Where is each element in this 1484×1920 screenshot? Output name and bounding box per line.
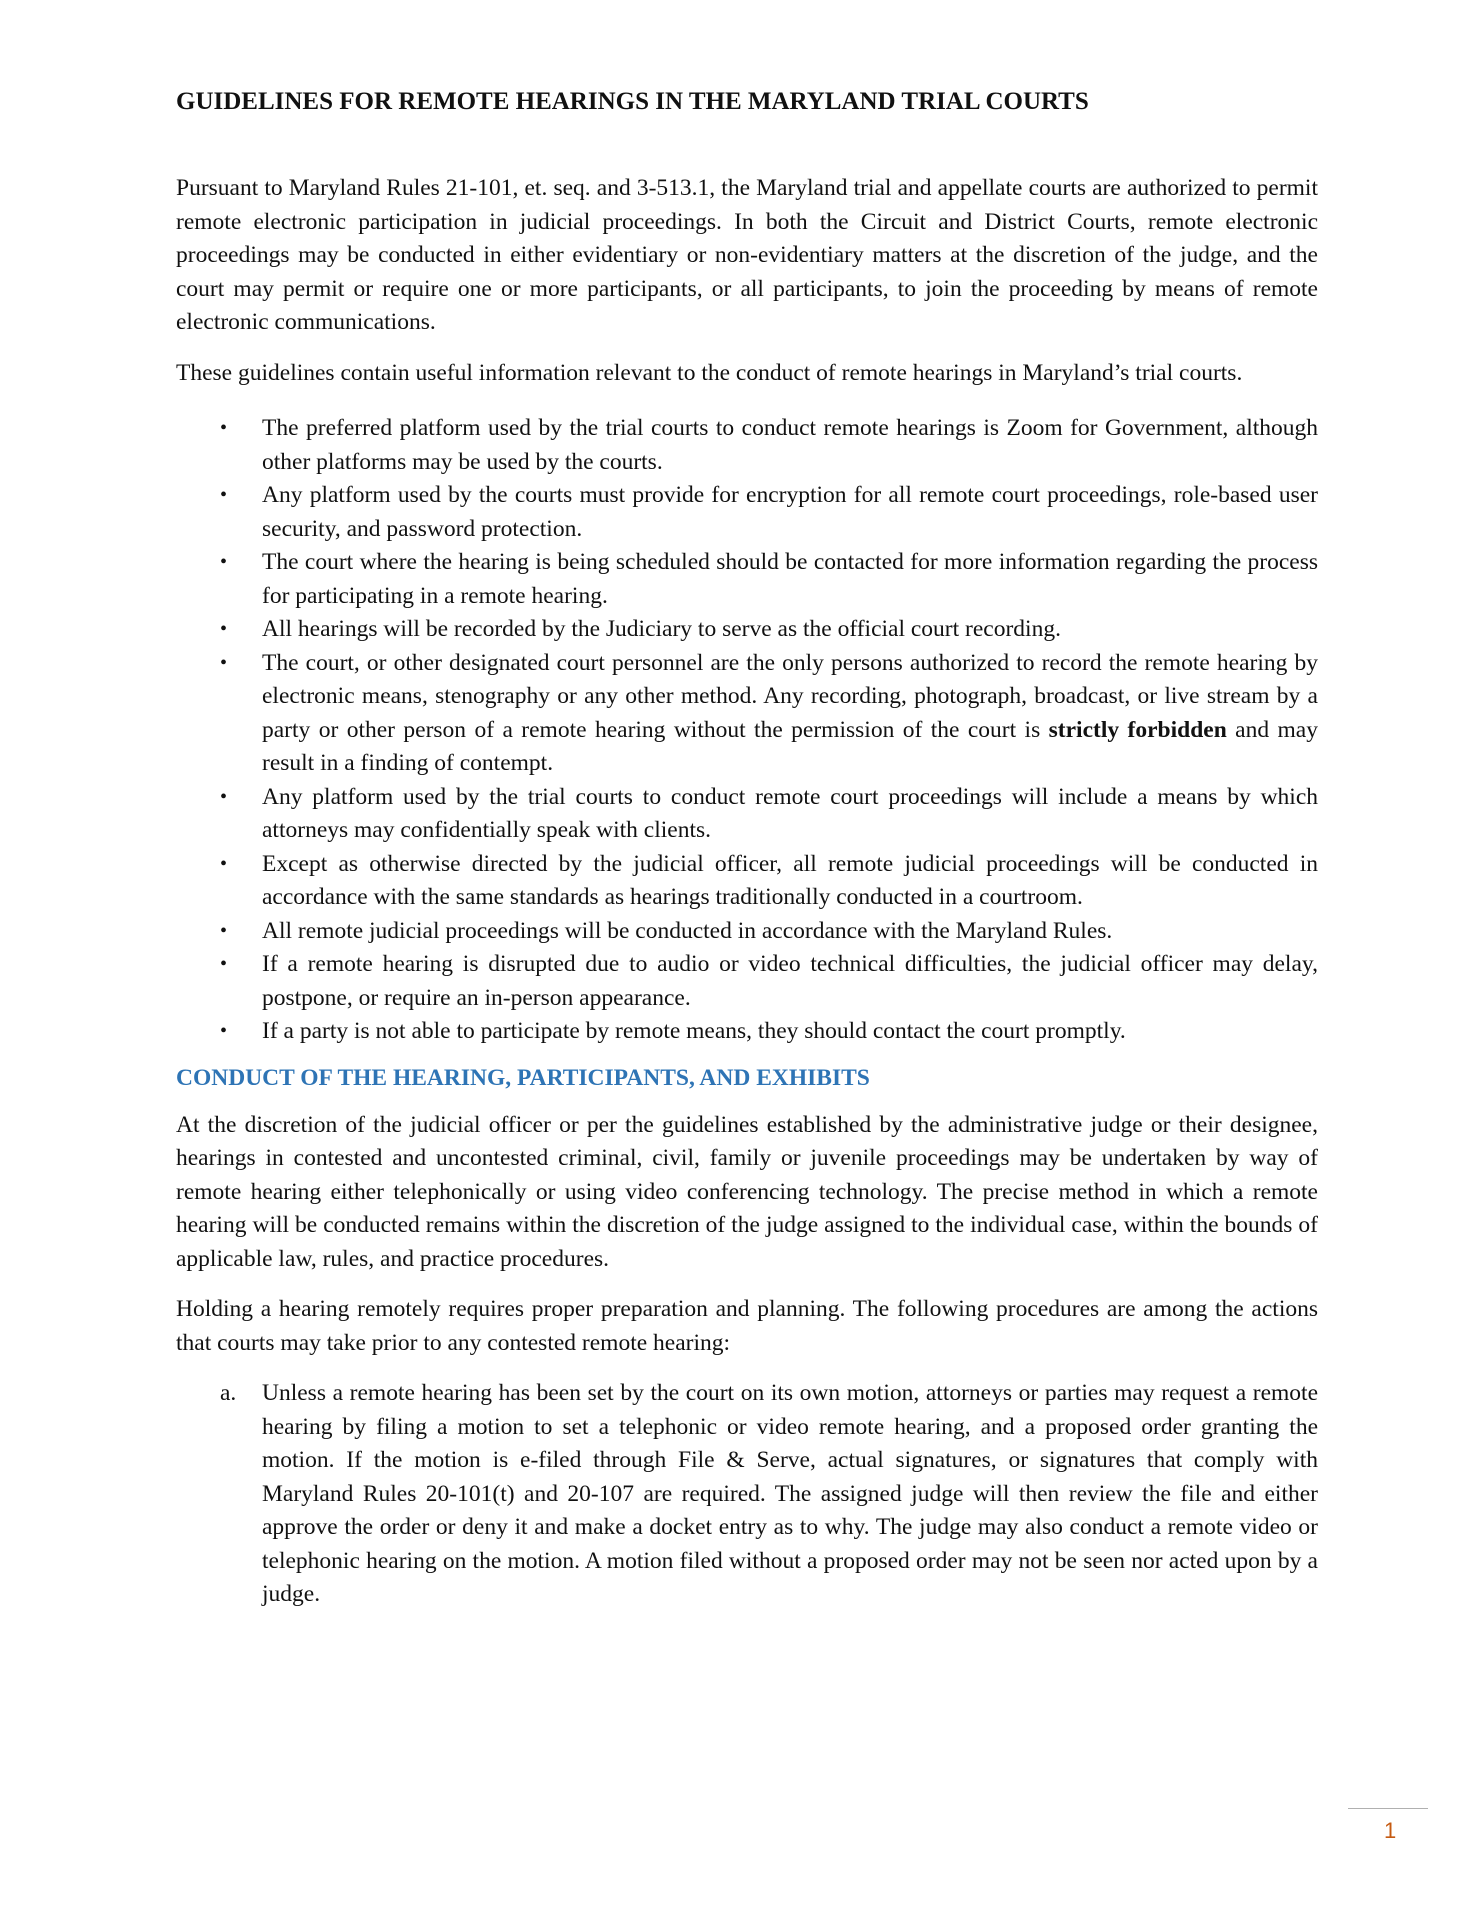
bullet-item xyxy=(176,848,1318,915)
bullet-dot-icon: • xyxy=(220,651,228,674)
bullet-text: Except as otherwise directed by the judicial officer, all remote judicial proceedings will be conducted in accordance with the same standards as hearings traditionally conducted in a courtroom. xyxy=(262,850,1318,910)
bullet-text: Any platform used by the courts must provide for encryption for all remote court proceedings, role-based user security, and password protection. xyxy=(262,482,1318,542)
section-paragraph-2: Holding a hearing remotely requires proper preparation and planning. The following procedures are among the actions that courts may take prior to any contested remote hearing: xyxy=(176,1296,1318,1356)
document-title: GUIDELINES FOR REMOTE HEARINGS IN THE MARYLAND TRIAL COURTS xyxy=(176,88,1089,115)
bullet-item xyxy=(176,613,1318,647)
bullet-dot-icon: • xyxy=(220,1020,228,1042)
page-number: 1 xyxy=(1384,1818,1397,1843)
bullet-text: If a remote hearing is disrupted due to audio or video technical difficulties, the judicial officer may delay, postpone, or require an in-person appearance. xyxy=(262,951,1318,1011)
lettered-item xyxy=(176,1377,1318,1612)
lettered-item-text: Unless a remote hearing has been set by the court on its own motion, attorneys or parties may request a remote hearing by filing a motion to set a telephonic or video remote hearing, and a proposed order granting the motion. If the motion is e-filed through File & Serve, actual signatures, or signatures that comply with Maryland Rules 20-101(t) and 20-107 are required. The assigned judge will then review the file and either approve the order or deny it and make a docket entry as to why. The judge may also conduct a remote video or telephonic hearing on the motion. A motion filed without a proposed order may not be seen nor acted upon by a judge. xyxy=(262,1380,1318,1607)
bullet-item xyxy=(176,915,1318,949)
procedures-lettered-list xyxy=(176,1377,1318,1612)
bullet-item xyxy=(176,948,1318,1015)
bullet-text: If a party is not able to participate by remote means, they should contact the court promptly. xyxy=(262,1018,1126,1044)
intro-paragraph-1: Pursuant to Maryland Rules 21-101, et. seq. and 3-513.1, the Maryland trial and appellate courts are authorized to permit remote electronic participation in judicial proceedings. In both the Circuit and District Courts, remote electronic proceedings may be conducted in either evidentiary or non-evidentiary matters at the discretion of the judge, and the court may permit or require one or more participants, or all participants, to join the proceeding by means of remote electronic communications. xyxy=(176,175,1318,335)
document-page xyxy=(176,84,1318,1612)
bullet-text-emphasis: strictly forbidden xyxy=(1048,716,1227,743)
bullet-item xyxy=(176,546,1318,613)
section-heading: CONDUCT OF THE HEARING, PARTICIPANTS, AND EXHIBITS xyxy=(176,1064,870,1091)
intro-paragraph-2: These guidelines contain useful information relevant to the conduct of remote hearings in Maryland’s trial courts. xyxy=(176,359,1243,386)
bullet-text: All remote judicial proceedings will be conducted in accordance with the Maryland Rules. xyxy=(262,917,1113,944)
bullet-item xyxy=(176,412,1318,479)
bullet-dot-icon: • xyxy=(220,785,228,808)
bullet-text: The preferred platform used by the trial courts to conduct remote hearings is Zoom for Government, although other platforms may be used by the courts. xyxy=(262,415,1318,475)
bullet-text-after: and may result in a finding of contempt. xyxy=(262,716,1318,776)
bullet-dot-icon: • xyxy=(220,484,228,506)
bullet-item xyxy=(176,647,1318,781)
section-paragraph-1: At the discretion of the judicial officer or per the guidelines established by the administrative judge or their designee, hearings in contested and uncontested criminal, civil, family or juvenile proceedings may be undertaken by way of remote hearing either telephonically or using video conferencing technology. The precise method in which a remote hearing will be conducted remains within the discretion of the judge assigned to the individual case, within the bounds of applicable law, rules, and practice procedures. xyxy=(176,1111,1318,1272)
bullet-item xyxy=(176,1015,1318,1049)
bullet-text: The court where the hearing is being scheduled should be contacted for more information regarding the process for participating in a remote hearing. xyxy=(262,549,1318,609)
bullet-dot-icon: • xyxy=(220,417,228,439)
bullet-text: All hearings will be recorded by the Judiciary to serve as the official court recording. xyxy=(262,616,1061,642)
bullet-text-before: The court, or other designated court personnel are the only persons authorized to record the remote hearing by electronic means, stenography or any other method. Any recording, photograph, broadcast, or live stream by a party or other person of a remote hearing without the permission of the court is xyxy=(262,649,1318,743)
footer-divider xyxy=(1348,1808,1428,1809)
bullet-item xyxy=(176,479,1318,546)
bullet-text: Any platform used by the trial courts to conduct remote court proceedings will include a means by which attorneys may confidentially speak with clients. xyxy=(262,783,1318,843)
bullet-dot-icon: • xyxy=(220,919,228,942)
item-letter: a. xyxy=(220,1380,237,1406)
guidelines-bullet-list xyxy=(176,412,1318,1049)
bullet-item xyxy=(176,781,1318,848)
bullet-dot-icon: • xyxy=(220,953,228,975)
bullet-dot-icon: • xyxy=(220,618,228,640)
bullet-dot-icon: • xyxy=(220,551,228,573)
bullet-dot-icon: • xyxy=(220,852,228,875)
